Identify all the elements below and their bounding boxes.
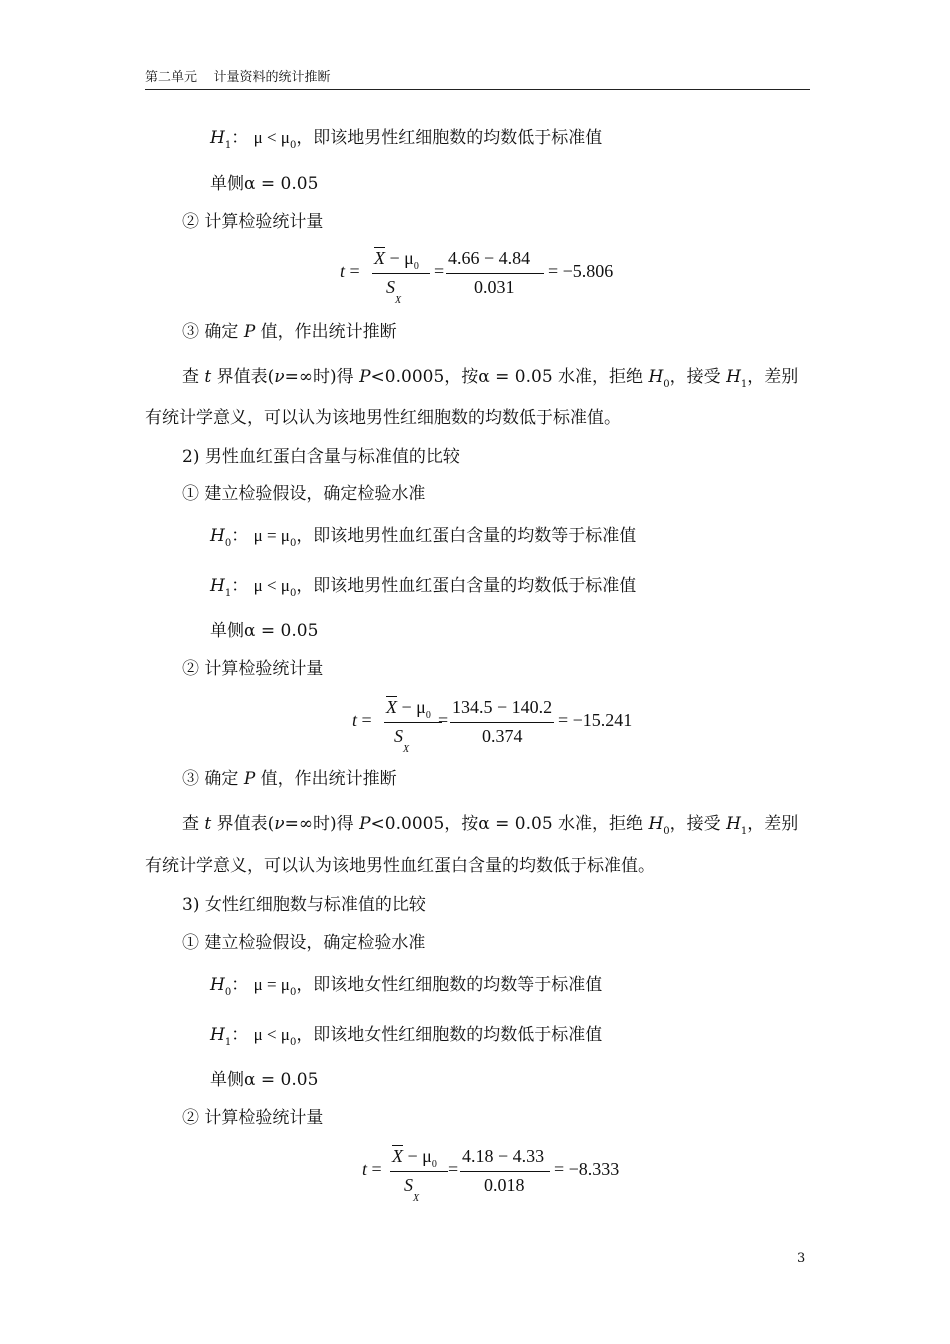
hypothesis-h0-line-2: $H_0$： $\mu = \mu_0$，即该地男性血红蛋白含量的均数等于标准值 — [210, 526, 637, 549]
step2-heading: ② 计算检验统计量 — [182, 212, 324, 232]
conclusion-line-1-2: 查 t 界值表(ν=∞时)得 P<0.0005，按α = 0.05 水准，拒绝 $H_0$，接受 $H_1$，差别 — [182, 814, 799, 837]
section-2-title: 2) 男性血红蛋白含量与标准值的比较 — [182, 447, 460, 467]
running-header: 第二单元 计量资料的统计推断 — [145, 70, 810, 90]
alpha-line: 单侧α = 0.05 — [210, 174, 319, 194]
hypothesis-h0-line-3: $H_0$： $\mu = \mu_0$，即该地女性红细胞数的均数等于标准值 — [210, 975, 603, 998]
conclusion-line-1: 查 t 界值表(ν=∞时)得 P<0.0005，按α = 0.05 水准，拒绝 $H_0$，接受 $H_1$，差别 — [182, 367, 799, 390]
step3-heading: ③ 确定 P 值，作出统计推断 — [182, 322, 397, 342]
hypothesis-h1-line-2: $H_1$： $\mu < \mu_0$，即该地男性血红蛋白含量的均数低于标准值 — [210, 576, 637, 599]
alpha-line-3: 单侧α = 0.05 — [210, 1070, 319, 1090]
step1-heading-2: ① 建立检验假设，确定检验水准 — [182, 484, 426, 504]
hypothesis-h1-line-3: $H_1$： $\mu < \mu_0$，即该地女性红细胞数的均数低于标准值 — [210, 1025, 603, 1048]
step2-heading-2: ② 计算检验统计量 — [182, 659, 324, 679]
page-number: 3 — [797, 1251, 806, 1266]
conclusion-line-2-2: 有统计学意义，可以认为该地男性血红蛋白含量的均数低于标准值。 — [145, 856, 655, 876]
t-formula-2: t = $\overline{X} - \mu_0$ $S_X$ = 134.5 − 140.2 0.374 = −15.241 — [352, 697, 633, 755]
step1-heading-3: ① 建立检验假设，确定检验水准 — [182, 933, 426, 953]
t-formula-1: t = $\overline{X} - \mu_0$ $S_X$ = 4.66 − 4.84 0.031 = −5.806 — [340, 248, 614, 306]
conclusion-line-2: 有统计学意义，可以认为该地男性红细胞数的均数低于标准值。 — [145, 408, 621, 428]
step3-heading-2: ③ 确定 P 值，作出统计推断 — [182, 769, 397, 789]
hypothesis-h1-line: $H_1$： $\mu < \mu_0$，即该地男性红细胞数的均数低于标准值 — [210, 128, 603, 151]
alpha-line-2: 单侧α = 0.05 — [210, 621, 319, 641]
section-3-title: 3) 女性红细胞数与标准值的比较 — [182, 895, 426, 915]
step2-heading-3: ② 计算检验统计量 — [182, 1108, 324, 1128]
t-formula-3: t = $\overline{X} - \mu_0$ $S_X$ = 4.18 − 4.33 0.018 = −8.333 — [362, 1146, 620, 1204]
